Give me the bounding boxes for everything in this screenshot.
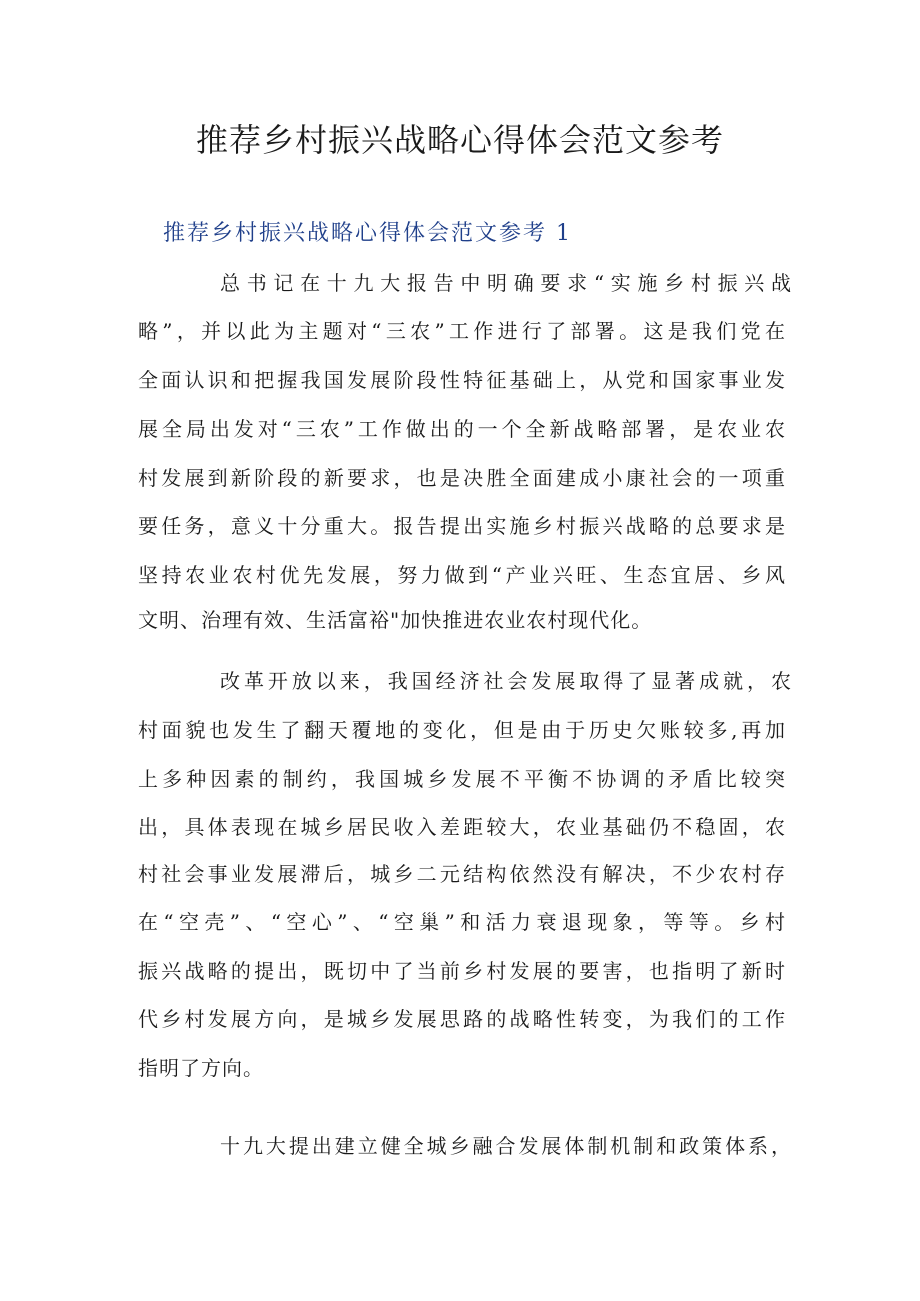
paragraph-1-line-6: 要任务，意义十分重大。报告提出实施乡村振兴战略的总要求是 — [138, 514, 786, 538]
paragraph-1-line-3: 全面认识和把握我国发展阶段性特征基础上，从党和国家事业发 — [138, 368, 786, 392]
paragraph-2-line-6: 在“空壳”、“空心”、“空巢”和活力衰退现象，等等。乡村 — [138, 910, 786, 934]
paragraph-2-line-8: 代乡村发展方向，是城乡发展思路的战略性转变，为我们的工作 — [138, 1007, 786, 1031]
paragraph-2-line-1: 改革开放以来，我国经济社会发展取得了显著成就，农 — [220, 669, 792, 693]
paragraph-1-line-8: 文明、治理有效、生活富裕"加快推进农业农村现代化。 — [138, 608, 653, 632]
paragraph-2-line-3: 上多种因素的制约，我国城乡发展不平衡不协调的矛盾比较突 — [138, 767, 786, 791]
paragraph-2-line-7: 振兴战略的提出，既切中了当前乡村发展的要害，也指明了新时 — [138, 959, 786, 983]
paragraph-2-line-4: 出，具体表现在城乡居民收入差距较大，农业基础仍不稳固，农 — [138, 815, 786, 839]
paragraph-1-line-2: 略”，并以此为主题对“三农”工作进行了部署。这是我们党在 — [138, 319, 786, 343]
paragraph-2-line-2: 村面貌也发生了翻天覆地的变化，但是由于历史欠账较多,再加 — [138, 718, 786, 742]
document-title: 推荐乡村振兴战略心得体会范文参考 — [195, 121, 724, 159]
paragraph-1-line-4: 展全局出发对“三农”工作做出的一个全新战略部署，是农业农 — [138, 417, 786, 441]
paragraph-1-line-7: 坚持农业农村优先发展，努力做到“产业兴旺、生态宜居、乡风 — [138, 563, 786, 587]
paragraph-1-line-1: 总书记在十九大报告中明确要求“实施乡村振兴战 — [220, 271, 792, 295]
paragraph-1-line-5: 村发展到新阶段的新要求，也是决胜全面建成小康社会的一项重 — [138, 466, 786, 490]
paragraph-2-line-9: 指明了方向。 — [138, 1056, 264, 1080]
paragraph-2-line-5: 村社会事业发展滞后，城乡二元结构依然没有解决，不少农村存 — [138, 862, 786, 886]
paragraph-3-line-1: 十九大提出建立健全城乡融合发展体制机制和政策体系， — [220, 1134, 792, 1158]
section-heading: 推荐乡村振兴战略心得体会范文参考 1 — [163, 221, 572, 246]
